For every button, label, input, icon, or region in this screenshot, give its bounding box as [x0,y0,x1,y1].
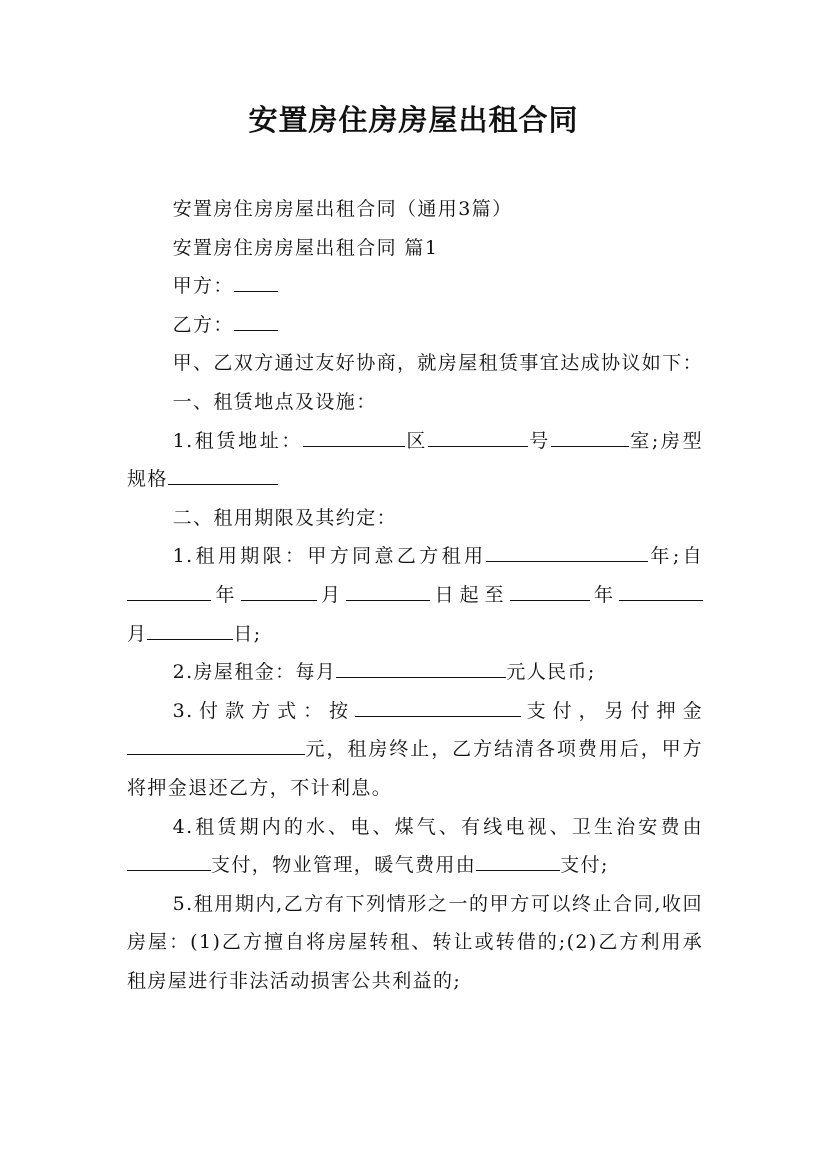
clause-term: 1.租用期限：甲方同意乙方租用 年;自 [172,545,703,568]
blank-line [619,600,703,601]
paragraph-party-b [127,306,703,345]
blank-line [234,291,278,292]
blank-line [303,446,405,447]
blank-line [476,870,560,871]
clause-payment: 3.付款方式：按 支付，另付押金 [172,699,703,722]
blank-line [127,754,305,755]
document-body [127,190,703,1000]
blank-line [168,484,278,485]
clause-utilities-rest: 支付，物业管理，暖气费用由 支付; [127,846,703,885]
clause-rent: 2.房屋租金：每月 元人民币; [172,661,596,684]
blank-line [486,561,648,562]
section-heading-term: 二、租用期限及其约定： [172,506,397,529]
blank-line [346,600,430,601]
clause-address: 1.租赁地址： 区 号 室;房型 [172,429,703,452]
paragraph-agreement-intro: 甲、乙双方通过友好协商，就房屋租赁事宜达成协议如下： [172,352,703,375]
blank-line [147,639,233,640]
document-title: 安置房住房房屋出租合同 [248,103,579,137]
clause-term-dates: 年 月 日起至 年 [127,576,703,615]
section-heading-location: 一、租赁地点及设施： [172,390,377,413]
party-a-label: 甲方： [172,275,234,298]
blank-line [428,446,528,447]
clause-payment-rest: 元，租房终止，乙方结清各项费用后，甲方将押金退还乙方，不计利息。 [127,738,703,799]
clause-utilities: 4.租赁期内的水、电、煤气、有线电视、卫生治安费由 [172,815,703,838]
paragraph-part-heading: 安置房住房房屋出租合同 篇1 [172,236,439,259]
blank-line [551,446,629,447]
clause-address-spec: 规格 [127,460,703,499]
blank-line [355,716,521,717]
blank-line [510,600,590,601]
blank-line [127,600,211,601]
blank-line [234,330,278,331]
blank-line [336,677,506,678]
clause-term-end: 月 日; [127,622,262,645]
blank-line [241,600,317,601]
blank-line [127,870,211,871]
party-b-label: 乙方： [172,313,234,336]
clause-termination: 5.租用期内,乙方有下列情形之一的甲方可以终止合同,收回房屋：(1)乙方擅自将房屋转租、转让或转借的;(2)乙方利用承租房屋进行非法活动损害公共利益的; [127,892,703,992]
paragraph-party-a [127,267,703,306]
paragraph-subtitle: 安置房住房房屋出租合同（通用3篇） [172,198,513,220]
